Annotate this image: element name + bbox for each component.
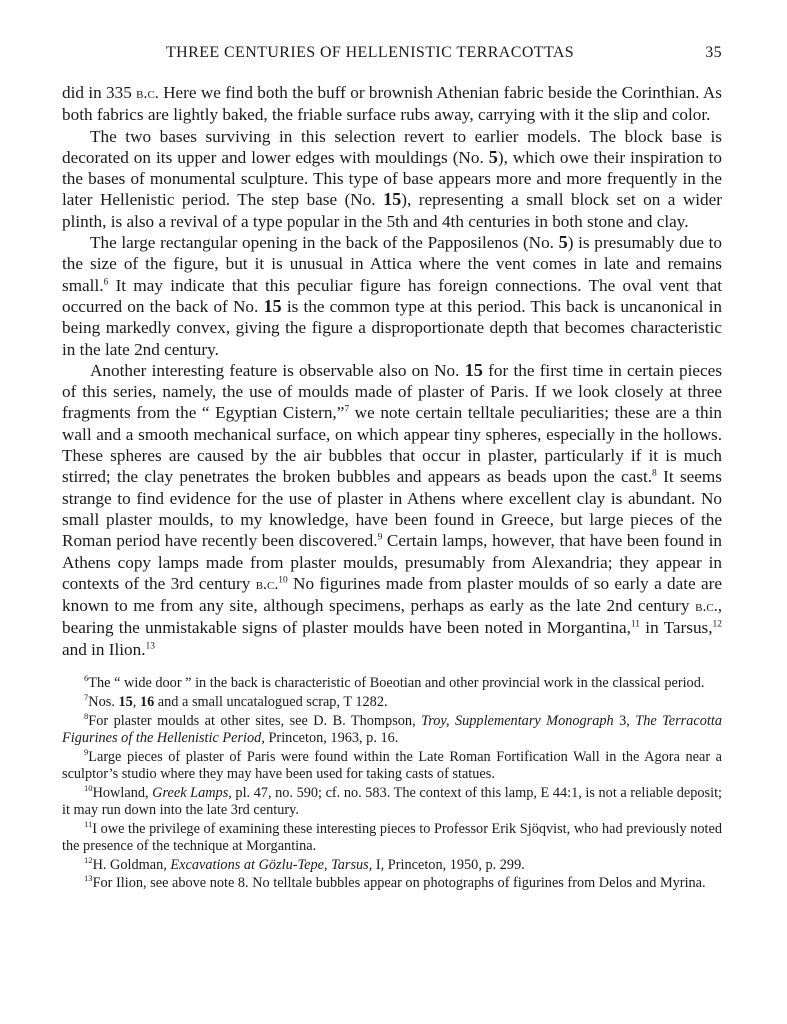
paragraph-2: The two bases surviving in this selection revert to earlier models. The block base is decorated on its upper and lower edges with mouldings (No. 5), which owe their inspiration to the bases of monumental sculpture. This type of base appears more and more frequently in the later Hellenistic period. The step base (No. 15), representing a small block set on a wider plinth, is also a revival of a type popular in the 5th and 4th centuries in both stone and clay. bbox=[62, 126, 722, 231]
body-text bbox=[62, 82, 722, 660]
footnote-7: $^7$Nos. 15, 16 and a small uncatalogued scrap, T 1282. bbox=[84, 692, 388, 710]
footnote-10: $^{10}$Howland, Greek Lamps, pl. 47, no. 590; cf. no. 583. The context of this lamp, E 44:1, is not a reliable deposit; it may run down into the late 3rd century. bbox=[62, 782, 723, 818]
footnote-ref-10: 10 bbox=[278, 575, 288, 586]
footnote-9: $^9$Large pieces of plaster of Paris were found within the Late Roman Fortification Wall in the Agora near a sculptor’s studio where they may have been used for taking casts of statues. bbox=[62, 746, 722, 782]
running-title: THREE CENTURIES OF HELLENISTIC TERRACOTTAS bbox=[166, 44, 575, 61]
footnote-12: $^{12}$H. Goldman, Excavations at Gözlu-Tepe, Tarsus, I, Princeton, 1950, p. 299. bbox=[84, 854, 525, 873]
paragraph-3: The large rectangular opening in the back of the Papposilenos (No. 5) is presumably due to the size of the figure, but it is unusual in Attica where the vent comes in late and remains small.$^6$ It may indicate that this peculiar figure has foreign connections. The oval vent that occurred on the back of No. 15 is the common type at this period. This back is uncanonical in being markedly convex, giving the figure a disproportionate depth that becomes characteristic in the late 2nd century. bbox=[62, 232, 723, 359]
paragraph-1: did in 335 b.c. Here we find both the buff or brownish Athenian fabric beside the Corinthian. As both fabrics are lightly baked, the friable surface rubs away, carrying with it the slip and color. bbox=[62, 83, 722, 125]
footnote-6: $^6$The “ wide door ” in the back is characteristic of Boeotian and other provincial work in the classical period. bbox=[84, 673, 705, 692]
footnote-8: $^8$For plaster moulds at other sites, see D. B. Thompson, Troy, Supplementary Monograph 3, The Terracotta Figurines of the Hellenistic Period, Princeton, 1963, p. 16. bbox=[62, 710, 722, 746]
footnotes bbox=[62, 675, 722, 893]
page-number: 35 bbox=[705, 44, 722, 61]
footnote-11: $^{11}$I owe the privilege of examining these interesting pieces to Professor Erik Sjöqvist, who had previously noted the presence of the technique at Morgantina. bbox=[62, 818, 722, 854]
paragraph-4: Another interesting feature is observable also on No. 15 for the first time in certain pieces of this series, namely, the use of moulds made of plaster of Paris. If we look closely at three fragments from the “ Egyptian Cistern,”$^7$ we note certain telltale peculiarities; these are a thin wall and a smooth mechanical surface, on which appear tiny spheres, especially in the hollows. These spheres are caused by the air bubbles that occur in plaster, particularly if it is much stirred; the clay penetrates the broken bubbles and appears as beads upon the cast.$^8$ It seems strange to find evidence for the use of plaster in Athens where excellent clay is abundant. No small plaster moulds, to my knowledge, have been found in Greece, but large pieces of the Roman period have recently been discovered.$^9$ Certain lamps, however, that have been found in Athens copy lamps made from plaster moulds, presumably from Alexandria; they appear in contexts of the 3rd century b.c.$^{10}$ No figurines made from plaster moulds of so early a date are known to me from any site, although specimens, perhaps as early as the late 2nd century b.c., bearing the unmistakable signs of plaster moulds have been noted in Morgantina,$^{11}$ in Tarsus,$^{12}$ and in Ilion.$^{13}$ bbox=[62, 359, 723, 659]
running-header bbox=[62, 44, 722, 70]
footnote-ref-11: 11 bbox=[630, 619, 641, 630]
footnote-ref-12: 12 bbox=[712, 619, 722, 630]
footnote-ref-9: 9 bbox=[377, 532, 383, 543]
page bbox=[62, 44, 722, 894]
footnote-ref-7: 7 bbox=[344, 404, 350, 415]
footnote-13: $^{13}$For Ilion, see above note 8. No telltale bubbles appear on photographs of figurines from Delos and Myrina. bbox=[84, 873, 706, 892]
footnote-ref-6: 6 bbox=[103, 276, 109, 287]
footnote-ref-13: 13 bbox=[145, 640, 155, 651]
footnote-ref-8: 8 bbox=[652, 468, 657, 479]
